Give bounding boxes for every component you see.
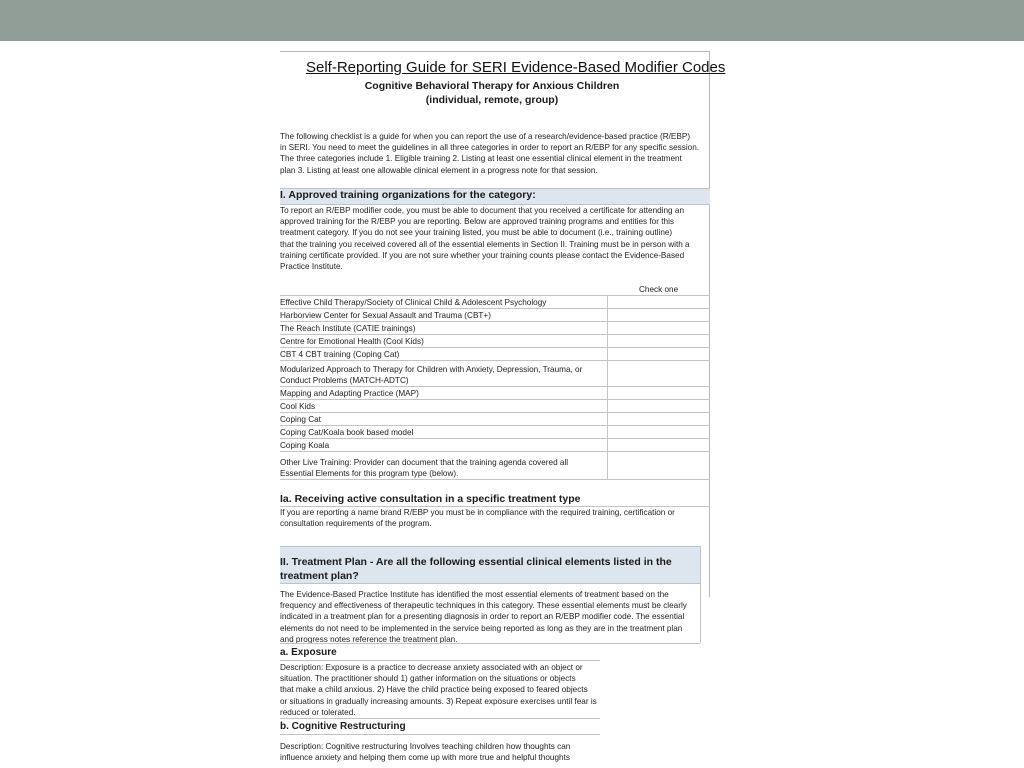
paragraph-line: approved training for the R/EBP you are reporting. Below are approved training programs and entities for this [280, 217, 674, 227]
training-row: Coping Cat/Koala book based model [280, 428, 414, 437]
intro-paragraph [280, 131, 699, 176]
training-row: Centre for Emotional Health (Cool Kids) [280, 337, 424, 346]
divider [280, 734, 600, 735]
paragraph-line: To report an R/EBP modifier code, you must be able to document that you received a certificate for attending an [280, 206, 684, 215]
check-one-label: Check one [639, 285, 679, 294]
training-row: Coping Koala [280, 441, 330, 450]
training-row-continued: Conduct Problems (MATCH-ADTC) [280, 376, 409, 385]
section-2-heading-continued: treatment plan? [280, 570, 359, 582]
document-title: Self-Reporting Guide for SERI Evidence-Based Modifier Codes [306, 59, 726, 76]
description-line: situation. The practitioner should 1) gather information on the situations or objects [280, 674, 576, 684]
paragraph-line: treatment category. If you do not see your training listed, you must be able to document (i.e., training outline) [280, 228, 673, 238]
description-line: or situations in gradually increasing amounts. 3) Repeat exposure exercises until fear is [280, 696, 597, 706]
intro-line: in SERI. You need to meet the guidelines in all three categories in order to report an R/EBP for any specific session. [280, 143, 700, 153]
document-subtitle: Cognitive Behavioral Therapy for Anxious Children [364, 80, 620, 92]
section-2-paragraph [280, 589, 687, 645]
section-1-paragraph [280, 205, 690, 272]
description-line: that make a child anxious. 2) Have the child practice being exposed to feared objects [280, 685, 588, 695]
training-row: Coping Cat [280, 415, 321, 424]
element-b-heading: b. Cognitive Restructuring [280, 721, 406, 732]
paragraph-line: indicated in a treatment plan for a presenting diagnosis in order to report an R/EBP modifier code. The essential [280, 612, 685, 622]
paragraph-line: and progress notes reference the treatment plan. [280, 634, 458, 644]
paragraph-line: If you are reporting a name brand R/EBP you must be in compliance with the required training, certification or [280, 508, 675, 517]
paragraph-line: training certificate provided. If you are not sure whether your training counts please contact the Evidence-Based [280, 250, 685, 260]
description-line: influence anxiety and helping them come up with more true and helpful thoughts [280, 753, 570, 763]
intro-line: plan 3. Listing at least one allowable clinical element in a progress note for that session. [280, 165, 598, 175]
training-row: Harborview Center for Sexual Assault and Trauma (CBT+) [280, 311, 491, 320]
training-row: Other Live Training: Provider can document that the training agenda covered all [280, 458, 569, 467]
section-1a-paragraph [280, 507, 675, 529]
intro-line: The three categories include 1. Eligible training 2. Listing at least one essential clinical element in the treatment [280, 154, 682, 164]
divider [280, 718, 600, 719]
training-row: Cool Kids [280, 402, 316, 411]
section-2-heading: II. Treatment Plan - Are all the following essential clinical elements listed in the [280, 556, 672, 568]
description-line: Description: Cognitive restructuring Involves teaching children how thoughts can [280, 742, 571, 751]
section-1-heading: I. Approved training organizations for the category: [280, 189, 536, 201]
section-1a-heading: Ia. Receiving active consultation in a specific treatment type [280, 493, 581, 505]
description-line: reduced or tolerated. [280, 707, 356, 717]
sheet-border-right [709, 51, 710, 597]
training-row-continued: Essential Elements for this program type (below). [280, 469, 459, 478]
paragraph-line: that the training you received covered all of the essential elements in Section II. Training must be in person with a [280, 239, 690, 249]
element-a-heading: a. Exposure [280, 647, 337, 658]
divider [280, 660, 600, 661]
description-line: Description: Exposure is a practice to decrease anxiety associated with an object or [280, 663, 583, 672]
intro-line: The following checklist is a guide for when you can report the use of a research/evidence-based practice (R/EBP) [280, 132, 691, 141]
training-row: Mapping and Adapting Practice (MAP) [280, 389, 419, 398]
training-row: Modularized Approach to Therapy for Children with Anxiety, Depression, Trauma, or [280, 365, 583, 374]
training-row: Effective Child Therapy/Society of Clinical Child & Adolescent Psychology [280, 298, 547, 307]
paragraph-line: elements do not need to be implemented in the service being reported as long as they are in the treatment plan [280, 623, 683, 633]
training-row: CBT 4 CBT training (Coping Cat) [280, 350, 400, 359]
element-b-description [280, 741, 570, 763]
training-row: The Reach Institute (CATIE trainings) [280, 324, 416, 333]
paragraph-line: Practice Institute. [280, 262, 343, 272]
paragraph-line: frequency and effectiveness of therapeutic techniques in this category. These essential elements must be clearly [280, 601, 687, 611]
top-banner [0, 0, 1024, 41]
sheet-border [280, 51, 710, 52]
paragraph-line: consultation requirements of the program. [280, 519, 432, 529]
table-border [700, 582, 701, 643]
divider [280, 643, 700, 644]
document-subtitle-scope: (individual, remote, group) [425, 94, 559, 106]
element-a-description [280, 662, 597, 718]
paragraph-line: The Evidence-Based Practice Institute has identified the most essential elements of treatment based on the [280, 590, 669, 599]
